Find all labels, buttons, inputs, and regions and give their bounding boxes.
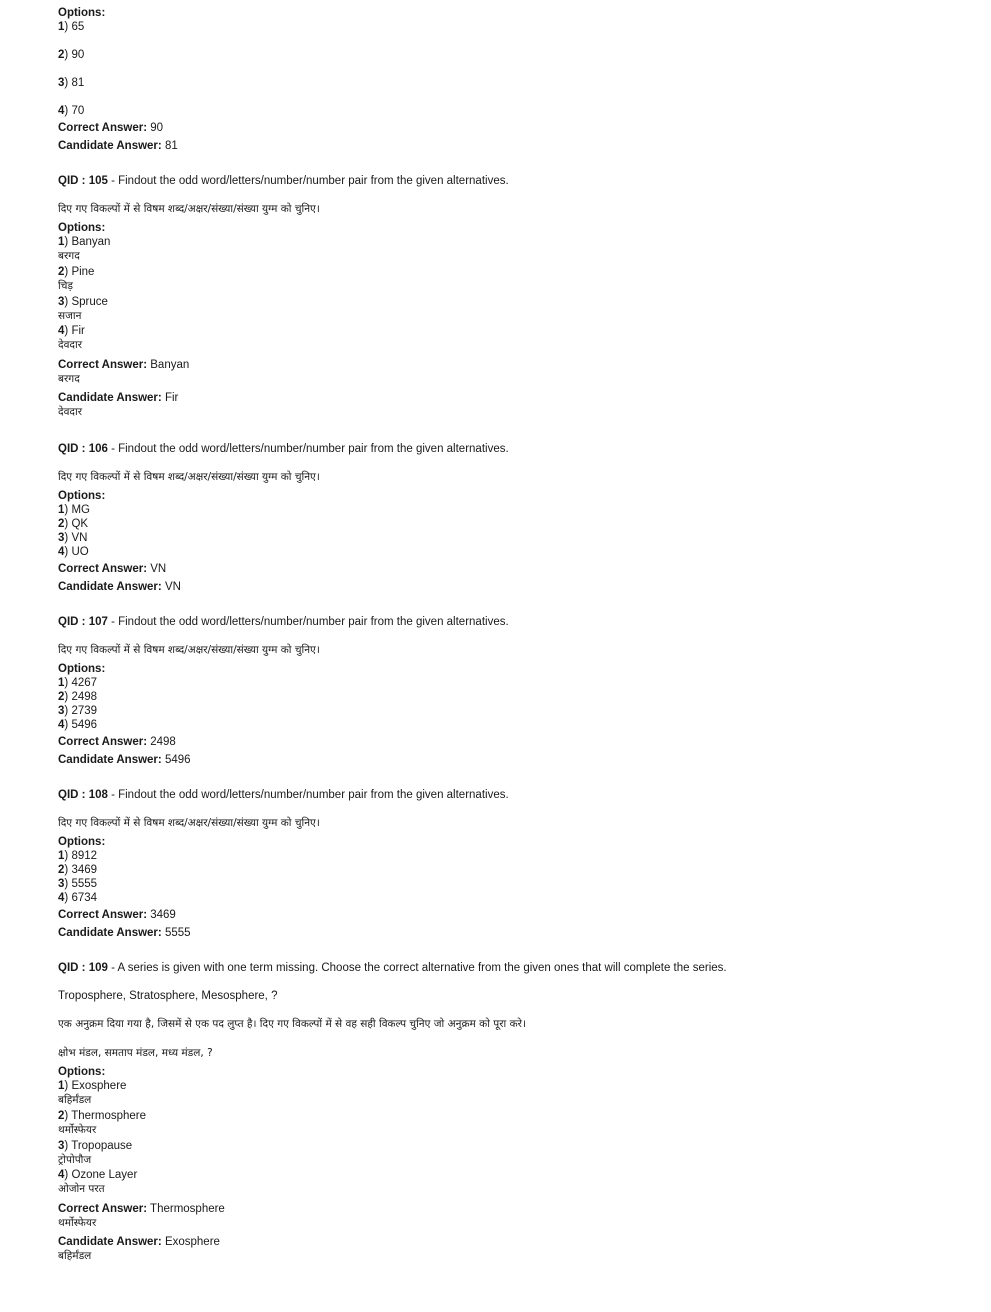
option-2: 2) Pine: [58, 266, 95, 278]
option-3: 3) 2739: [58, 705, 98, 717]
question-title: QID : 107 - Findout the odd word/letters/number/number pair from the given alternatives.: [58, 616, 509, 628]
option-3: 3) Spruce: [58, 296, 108, 308]
series-english: Troposphere, Stratosphere, Mesosphere, ?: [58, 990, 278, 1002]
question-title: QID : 109 - A series is given with one term missing. Choose the correct alternative from the given ones that will complete the series.: [58, 962, 727, 974]
candidate-answer: Candidate Answer: Exosphere: [58, 1236, 220, 1248]
option-3: 3) 81: [58, 77, 85, 89]
option-4-hindi: ओजोन परत: [58, 1183, 105, 1195]
option-3-hindi: ट्रोपोपौज: [58, 1154, 92, 1166]
correct-answer: Correct Answer: Banyan: [58, 359, 190, 371]
options-label: Options:: [58, 1066, 106, 1078]
option-3: 3) Tropopause: [58, 1140, 133, 1152]
option-1-hindi: बरगद: [58, 250, 80, 262]
option-4: 4) 5496: [58, 719, 98, 731]
option-4: 4) Ozone Layer: [58, 1169, 138, 1181]
option-2: 2) 90: [58, 49, 85, 61]
option-2: 2) QK: [58, 518, 89, 530]
question-hindi: दिए गए विकल्पों में से विषम शब्द/अक्षर/संख्या/संख्या युग्म को चुनिए।: [58, 471, 320, 483]
option-1: 1) MG: [58, 504, 90, 516]
option-3-hindi: सजान: [58, 310, 82, 322]
option-1: 1) Exosphere: [58, 1080, 127, 1092]
question-title: QID : 106 - Findout the odd word/letters/number/number pair from the given alternatives.: [58, 443, 509, 455]
candidate-answer: Candidate Answer: Fir: [58, 392, 179, 404]
option-3: 3) VN: [58, 532, 88, 544]
correct-answer: Correct Answer: 90: [58, 122, 164, 134]
question-hindi: एक अनुक्रम दिया गया है, जिसमें से एक पद लुप्त है। दिए गए विकल्पों में से वह सही विकल्प चुनिए जो अनुक्रम को पूरा करे।: [58, 1018, 526, 1030]
options-label: Options:: [58, 222, 106, 234]
question-title: QID : 105 - Findout the odd word/letters/number/number pair from the given alternatives.: [58, 175, 509, 187]
candidate-answer: Candidate Answer: 5555: [58, 927, 191, 939]
question-hindi: दिए गए विकल्पों में से विषम शब्द/अक्षर/संख्या/संख्या युग्म को चुनिए।: [58, 203, 320, 215]
options-label: Options:: [58, 7, 106, 19]
candidate-answer: Candidate Answer: 5496: [58, 754, 191, 766]
correct-answer-hindi: थर्मोस्फेयर: [58, 1217, 97, 1229]
option-2: 2) 2498: [58, 691, 98, 703]
option-2: 2) Thermosphere: [58, 1110, 147, 1122]
question-title: QID : 108 - Findout the odd word/letters/number/number pair from the given alternatives.: [58, 789, 509, 801]
option-2: 2) 3469: [58, 864, 98, 876]
option-1: 1) Banyan: [58, 236, 111, 248]
correct-answer: Correct Answer: 3469: [58, 909, 176, 921]
question-hindi: दिए गए विकल्पों में से विषम शब्द/अक्षर/संख्या/संख्या युग्म को चुनिए।: [58, 644, 320, 656]
candidate-answer-hindi: देवदार: [58, 406, 83, 418]
option-4: 4) 6734: [58, 892, 98, 904]
option-1: 1) 65: [58, 21, 85, 33]
candidate-answer: Candidate Answer: VN: [58, 581, 181, 593]
question-hindi: दिए गए विकल्पों में से विषम शब्द/अक्षर/संख्या/संख्या युग्म को चुनिए।: [58, 817, 320, 829]
options-label: Options:: [58, 836, 106, 848]
correct-answer: Correct Answer: 2498: [58, 736, 176, 748]
candidate-answer: Candidate Answer: 81: [58, 140, 178, 152]
options-label: Options:: [58, 490, 106, 502]
correct-answer: Correct Answer: VN: [58, 563, 167, 575]
option-1-hindi: बहिर्मंडल: [58, 1094, 92, 1106]
option-1: 1) 4267: [58, 677, 98, 689]
option-3: 3) 5555: [58, 878, 98, 890]
candidate-answer-hindi: बहिर्मंडल: [58, 1250, 92, 1262]
correct-answer: Correct Answer: Thermosphere: [58, 1203, 225, 1215]
option-4: 4) UO: [58, 546, 89, 558]
correct-answer-hindi: बरगद: [58, 373, 80, 385]
option-2-hindi: चिड़: [58, 280, 74, 292]
option-4-hindi: देवदार: [58, 339, 83, 351]
series-hindi: क्षोभ मंडल, समताप मंडल, मध्य मंडल, ?: [58, 1047, 213, 1059]
options-label: Options:: [58, 663, 106, 675]
option-1: 1) 8912: [58, 850, 98, 862]
option-4: 4) 70: [58, 105, 85, 117]
option-4: 4) Fir: [58, 325, 85, 337]
option-2-hindi: थर्मोस्फेयर: [58, 1124, 97, 1136]
